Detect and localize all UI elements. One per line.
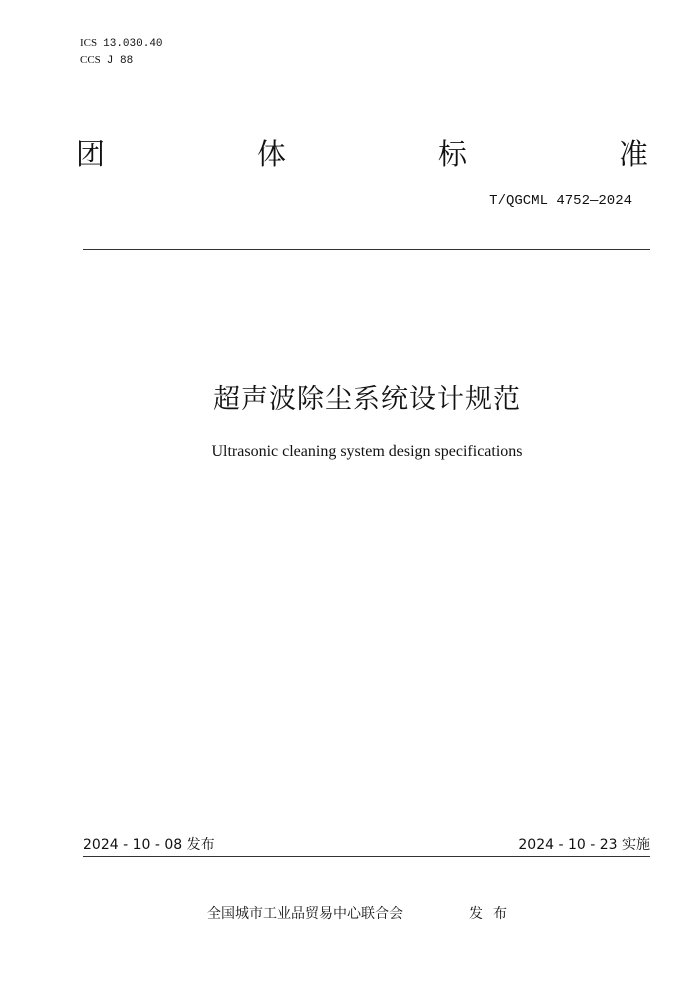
ics-label: ICS bbox=[80, 37, 98, 49]
title-chinese: 超声波除尘系统设计规范 bbox=[213, 384, 521, 415]
standard-type-heading bbox=[76, 134, 648, 174]
ics-code: 13.030.40 bbox=[103, 38, 163, 50]
publish-label: 发布 bbox=[469, 906, 517, 922]
ccs-label: CCS bbox=[80, 54, 101, 66]
standard-type-char-4: 准 bbox=[618, 137, 648, 171]
issue-date: 2024 - 10 - 08 发布 bbox=[83, 837, 215, 853]
ics-classification bbox=[80, 36, 163, 51]
standard-type-char-1: 团 bbox=[76, 137, 106, 171]
title-english: Ultrasonic cleaning system design specifications bbox=[211, 443, 523, 460]
implementation-date: 2024 - 10 - 23 实施 bbox=[518, 837, 650, 853]
bottom-divider bbox=[83, 856, 650, 857]
top-divider bbox=[83, 249, 650, 250]
ccs-classification bbox=[80, 53, 133, 68]
ccs-code: J 88 bbox=[106, 55, 134, 67]
standard-type-char-2: 体 bbox=[256, 137, 286, 171]
standard-number: T/QGCML 4752—2024 bbox=[489, 193, 632, 209]
publisher-name: 全国城市工业品贸易中心联合会 bbox=[207, 906, 403, 922]
standard-type-char-3: 标 bbox=[437, 137, 467, 171]
